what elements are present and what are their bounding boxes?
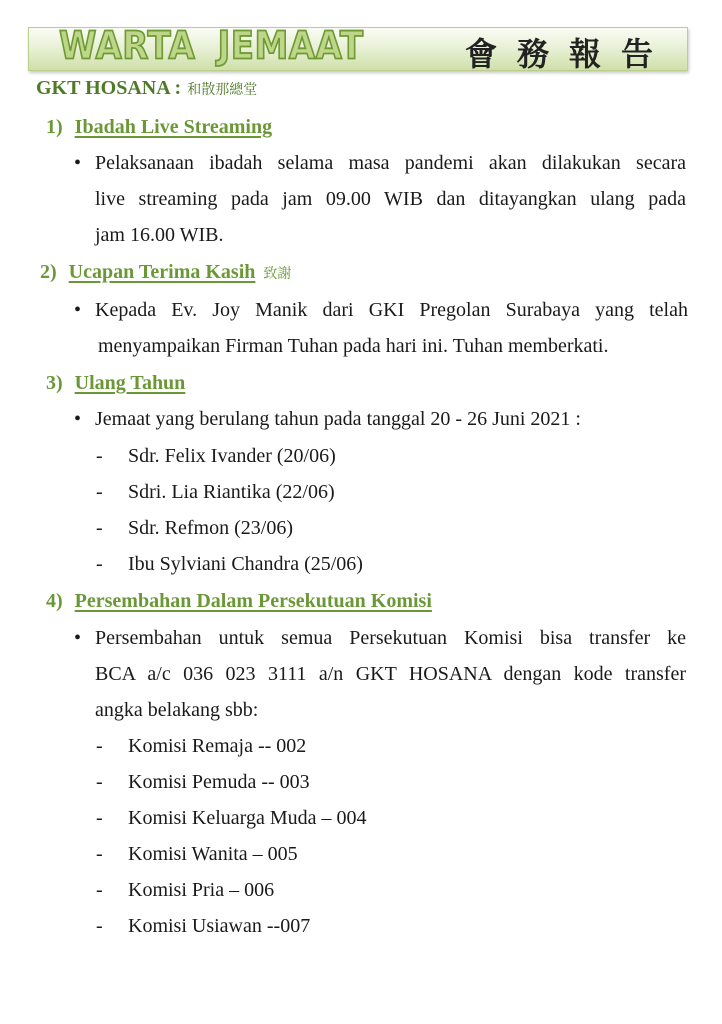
komisi-item-text: Komisi Pemuda -- 003 [128,771,310,793]
section-title-cjk: 致謝 [263,267,292,282]
bullet-line: jam 16.00 WIB. [95,224,224,246]
church-name [36,77,257,100]
birthday-item [96,546,363,582]
section-title: Ibadah Live Streaming [74,116,273,138]
dash-marker: - [96,481,103,503]
birthday-item [96,438,336,474]
birthday-item [96,474,335,510]
dash-marker: - [96,445,103,467]
komisi-item-text: Komisi Pria – 006 [128,879,275,901]
banner-cjk-title: 會務報告 [464,35,673,73]
bullet-line: BCA a/c 036 023 3111 a/n GKT HOSANA dengan kode transfer [95,663,686,685]
bullet-dot: • [74,408,82,430]
bullet-line: menyampaikan Firman Tuhan pada hari ini. Tuhan memberkati. [98,335,609,357]
section-4-heading [46,590,432,613]
bullet-line: live streaming pada jam 09.00 WIB dan ditayangkan ulang pada [95,188,686,210]
birthday-item-text: Sdr. Felix Ivander (20/06) [128,445,336,467]
komisi-item [96,800,367,836]
dash-marker: - [96,915,103,937]
dash-marker: - [96,735,103,757]
bullet-line: Kepada Ev. Joy Manik dari GKI Pregolan Surabaya yang telah [95,299,688,321]
dash-marker: - [96,517,103,539]
komisi-item-text: Komisi Remaja -- 002 [128,735,307,757]
komisi-item [96,908,310,944]
birthday-item [96,510,293,546]
section-title: Ulang Tahun [74,372,186,394]
dash-marker: - [96,771,103,793]
komisi-item-text: Komisi Wanita – 005 [128,843,298,865]
bullet-dot: • [74,299,82,321]
header-banner [28,24,688,73]
section-number: 3) [46,372,63,394]
section-2-heading [40,261,291,284]
komisi-item [96,836,298,872]
section-number: 4) [46,590,63,612]
komisi-item [96,764,310,800]
birthday-item-text: Ibu Sylviani Chandra (25/06) [128,553,363,575]
section-1-heading [46,116,272,139]
section-number: 2) [40,261,57,283]
dash-marker: - [96,807,103,829]
bullet-line: Persembahan untuk semua Persekutuan Komisi bisa transfer ke [95,627,686,649]
birthday-item-text: Sdri. Lia Riantika (22/06) [128,481,335,503]
komisi-item [96,872,274,908]
church-name-cjk: 和散那總堂 [187,83,258,98]
dash-marker: - [96,843,103,865]
komisi-item [96,728,306,764]
section-title: Ucapan Terima Kasih [68,261,256,283]
bullet-line: Jemaat yang berulang tahun pada tanggal 20 - 26 Juni 2021 : [95,408,581,430]
dash-marker: - [96,879,103,901]
section-number: 1) [46,116,63,138]
section-1-bullet [74,145,686,253]
section-2-bullet [74,292,688,364]
dash-marker: - [96,553,103,575]
banner-title: WARTA JEMAAT [59,24,364,69]
komisi-item-text: Komisi Usiawan --007 [128,915,311,937]
section-4-bullet [74,620,686,728]
section-title: Persembahan Dalam Persekutuan Komisi [74,590,432,612]
bullet-line: angka belakang sbb: [95,699,259,721]
komisi-item-text: Komisi Keluarga Muda – 004 [128,807,367,829]
church-name-text: GKT HOSANA : [36,77,182,99]
section-3-heading [46,372,185,395]
section-3-bullet [74,401,634,437]
bullet-dot: • [74,152,82,174]
bullet-dot: • [74,627,82,649]
bullet-line: Pelaksanaan ibadah selama masa pandemi akan dilakukan secara [95,152,686,174]
birthday-item-text: Sdr. Refmon (23/06) [128,517,293,539]
